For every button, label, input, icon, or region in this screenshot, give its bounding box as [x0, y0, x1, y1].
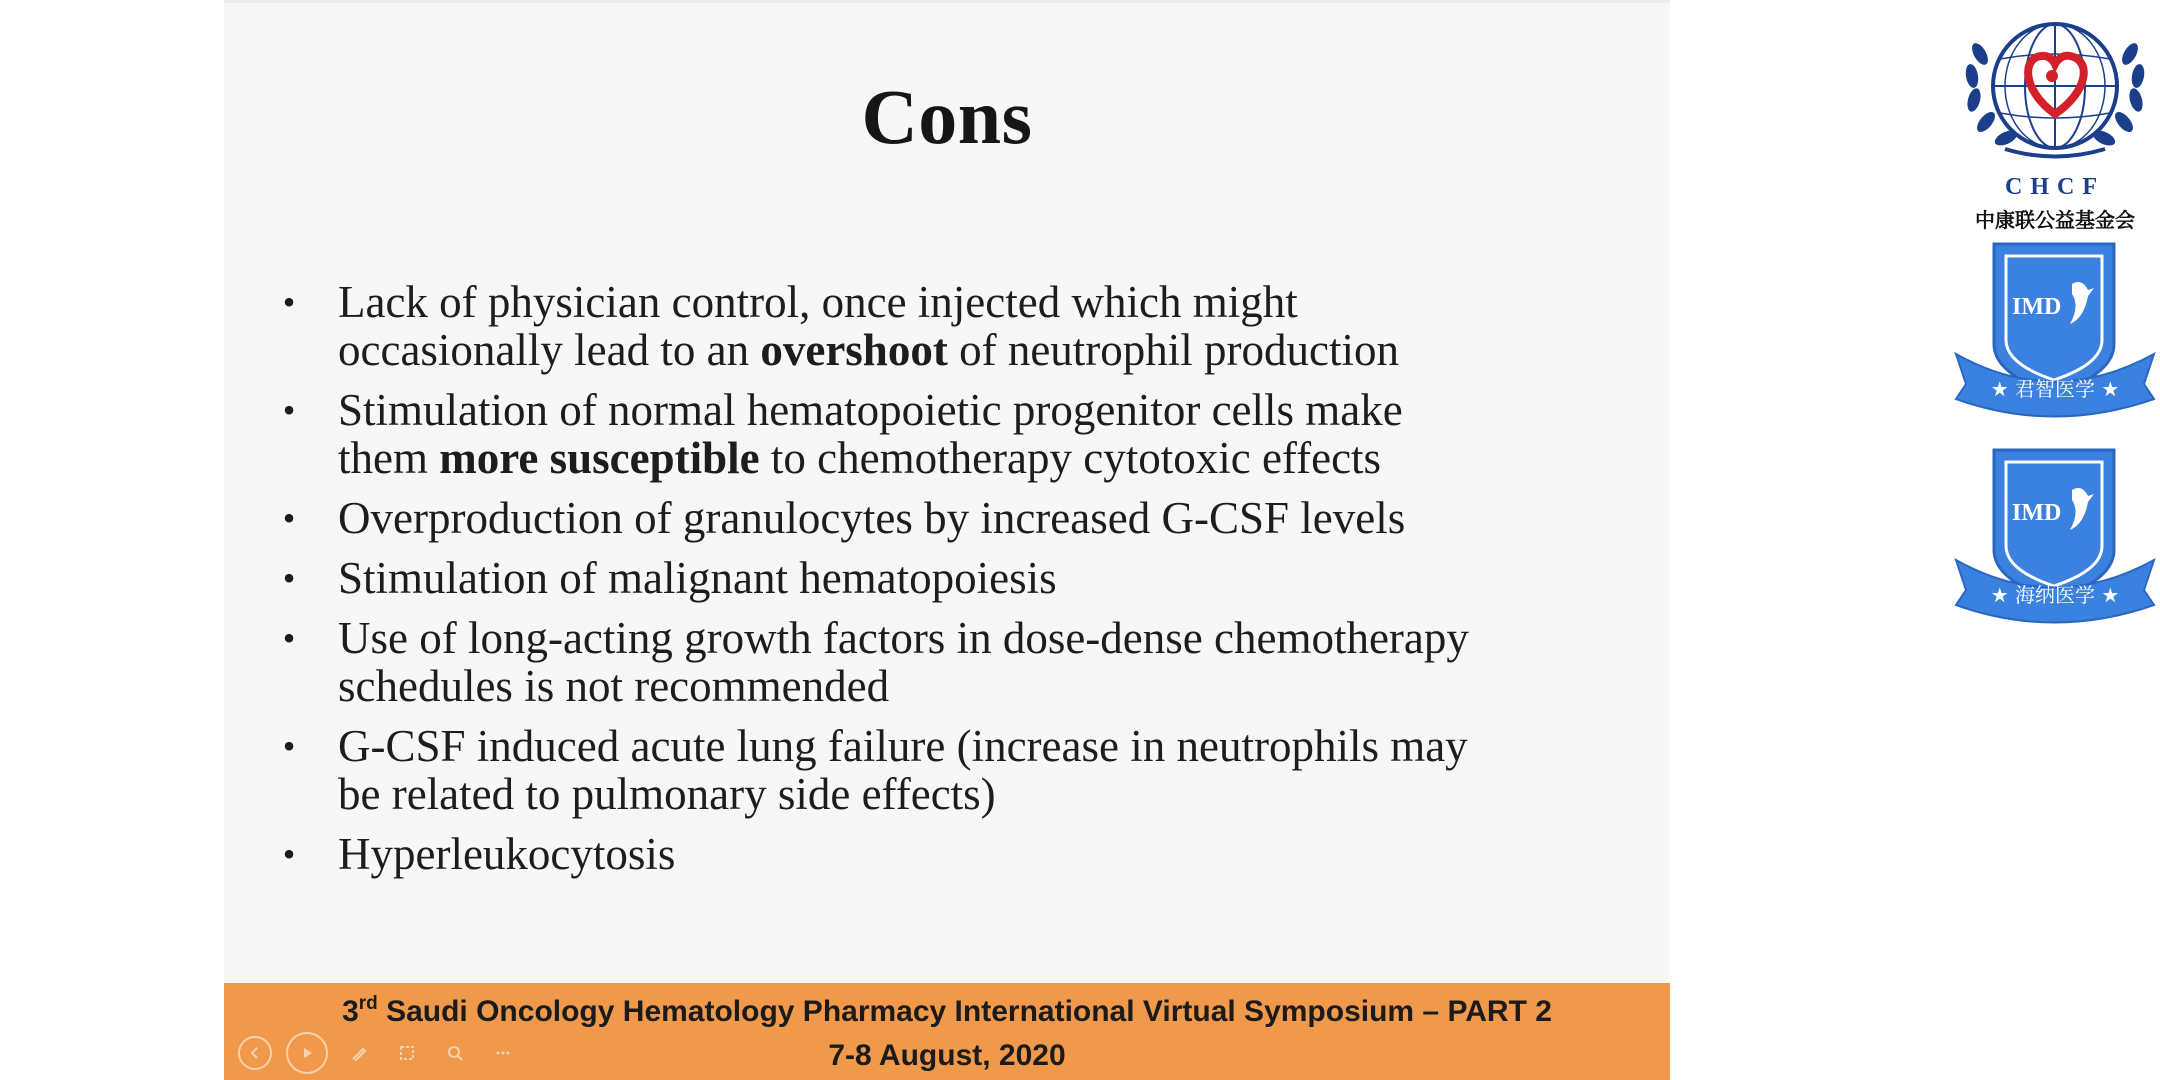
bullet-text: be related to pulmonary side effects) — [338, 769, 996, 819]
imd2-label: ★ 海纳医学 ★ — [1990, 583, 2120, 607]
more-icon[interactable] — [486, 1036, 520, 1070]
bullet-item — [274, 614, 1614, 710]
bullet-text: Stimulation of normal hematopoietic progenitor cells make — [338, 385, 1403, 435]
footer-dates: 7-8 August, 2020 — [828, 1039, 1066, 1072]
chcf-abbreviation: CHCF — [2005, 174, 2105, 200]
imd-junzhi-logo — [1954, 234, 2156, 424]
play-icon[interactable] — [286, 1032, 328, 1074]
bullet-line — [338, 278, 1614, 326]
pen-icon[interactable] — [342, 1036, 376, 1070]
bullet-text: of neutrophil production — [947, 325, 1399, 375]
bullet-line — [338, 614, 1614, 662]
bullet-text: occasionally lead to an — [338, 325, 761, 375]
bullet-line — [338, 554, 1614, 602]
bullet-dot: • — [282, 618, 296, 658]
bullet-line — [338, 326, 1614, 374]
prev-icon[interactable] — [238, 1036, 272, 1070]
slide-top-divider — [224, 0, 1670, 3]
bullet-emphasis: overshoot — [760, 325, 948, 375]
zoom-icon[interactable] — [438, 1036, 472, 1070]
bullet-text: to chemotherapy cytotoxic effects — [759, 433, 1382, 483]
bullet-text: schedules is not recommended — [338, 661, 890, 711]
bullet-dot: • — [282, 726, 296, 766]
bullet-line — [338, 386, 1614, 434]
bullet-text: Overproduction of granulocytes by increased G-CSF levels — [338, 493, 1406, 543]
bullet-text: Hyperleukocytosis — [338, 829, 676, 879]
imd-mark: IMD — [2012, 500, 2062, 526]
bullet-dot: • — [282, 282, 296, 322]
slide — [224, 0, 1670, 1080]
bullet-dot: • — [282, 498, 296, 538]
bullet-item — [274, 386, 1614, 482]
footer-banner — [224, 983, 1670, 1080]
bullet-line — [338, 662, 1614, 710]
chcf-name: 中康联公益基金会 — [1975, 208, 2135, 232]
bullet-text: Use of long-acting growth factors in dose-dense chemotherapy — [338, 613, 1469, 663]
imd1-label: ★ 君智医学 ★ — [1990, 377, 2120, 401]
chcf-logo — [1950, 14, 2160, 232]
bullet-line — [338, 830, 1614, 878]
sponsor-logos — [1950, 0, 2160, 660]
imd-mark: IMD — [2012, 294, 2062, 320]
bullet-text: Stimulation of malignant hematopoiesis — [338, 553, 1057, 603]
bullet-line — [338, 770, 1614, 818]
bullet-item — [274, 722, 1614, 818]
bullet-item — [274, 830, 1614, 878]
slide-title: Cons — [861, 73, 1033, 160]
bullet-item — [274, 278, 1614, 374]
bullet-line — [338, 494, 1614, 542]
bullet-item — [274, 494, 1614, 542]
bullet-dot: • — [282, 834, 296, 874]
imd-haina-logo — [1954, 440, 2156, 630]
bullet-item — [274, 554, 1614, 602]
bullet-line — [338, 722, 1614, 770]
bullet-text: G-CSF induced acute lung failure (increase in neutrophils may — [338, 721, 1468, 771]
bullet-dot: • — [282, 390, 296, 430]
bullet-list — [274, 278, 1614, 890]
footer-symposium-title: 3rd Saudi Oncology Hematology Pharmacy International Virtual Symposium – PART 2 — [342, 993, 1552, 1028]
bullet-text: them — [338, 433, 440, 483]
bullet-line — [338, 434, 1614, 482]
bullet-dot: • — [282, 558, 296, 598]
globe-laurel-icon — [1950, 14, 2160, 174]
player-controls — [238, 1033, 520, 1073]
select-icon[interactable] — [390, 1036, 424, 1070]
bullet-emphasis: more susceptible — [439, 433, 760, 483]
bullet-text: Lack of physician control, once injected which might — [338, 277, 1298, 327]
